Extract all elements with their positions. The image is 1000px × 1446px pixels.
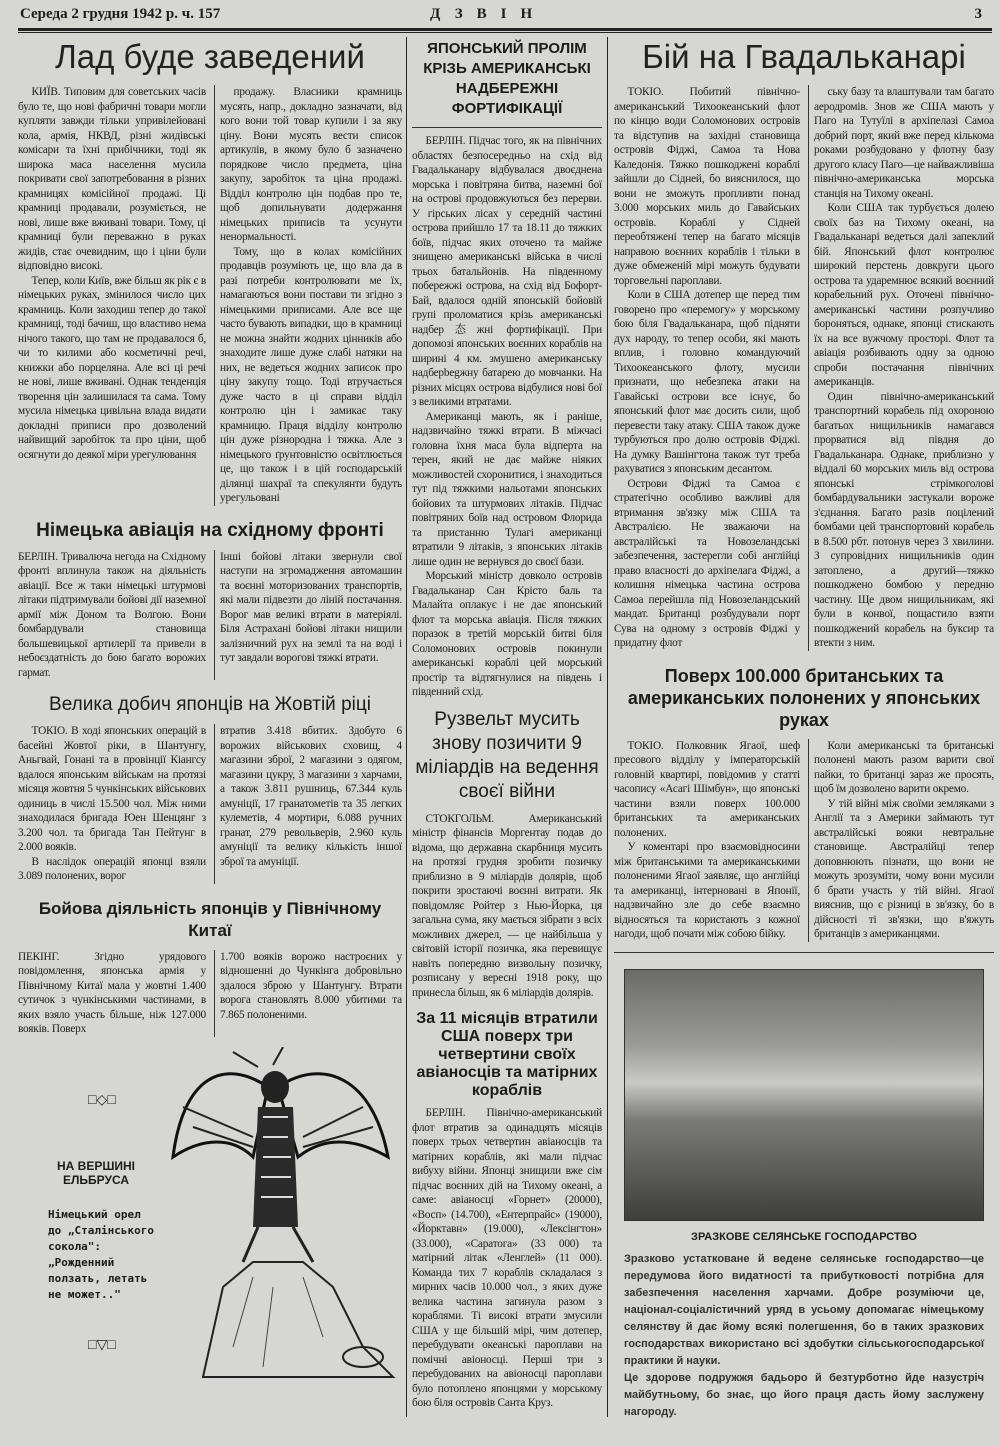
middle-column: [406, 37, 608, 1417]
photo-caption: ЗРАЗКОВЕ СЕЛЯНСЬКЕ ГОСПОДАРСТВО: [691, 1230, 917, 1243]
right-column: [608, 37, 994, 1421]
cartoon-title: НА ВЕРШИНІ ЕЛЬБРУСА: [56, 1158, 136, 1187]
paragraph: БЕРЛІН. Підчас того, як на північних областях безпосередньо на схід від Гвадальканару відбувалася двоєднена морська і повітряна битва, наземні бої на острові продовжуються без перерви. У гірських лісах у середній частині острова прийшло 17 та 18.11 до тяжких боїв, підчас яких оточено та майже знищено американські війська в числі трьох батальйонів. На південному побережжі острова, на схід від Бофорт-Бай, вдалося одній японській бойовій групі проломатися крізь американські надбер态жні фортифікації. При допомозі японських воєнних кораблів на ширині 4 км. змушено американську надберbegжну батарею до мовчанки. На різних місцях острова відбулися нові бої з великими втратами.: [412, 135, 602, 408]
cartoon-caption: Німецький орел до „Сталінського сокола": „Рожденний ползать, летать не может..": [48, 1207, 154, 1301]
headline-north-china: Бойова діяльність японців у Північному Китаї: [38, 898, 382, 940]
paragraph: Коли США так турбується долею своїх баз на Тихому океані, на Гвадальканарі ведеться далі запеклий бій. Японський флот контролює широкий перстень довкруги цього острова та ударемнює всякий воєнний корабельний рух. Оточені північно-американські частини розпучливо бороняться, однаке, японці стискають їх на все вужчому просторі. Флот та авіація розбивають одну за одною спроби постачання північних американців.: [814, 202, 994, 388]
paragraph: Коли в США дотепер ще перед тим говорено про «перемогу» у морському бою біля Гвадальканара, щоб підняти дух народу, то тепер особи, які мають вплив, і головно командуючий Тихоокеанського флоту, мусили признати, що небезпека атаки на Гавайські острови все існує, бо японський флот має досить сили, щоб перевести таку атаку. США також дуже турбуються про долю островів Фіджі. На думку Вашінгтона також тут треба рахуватися з японським десантом.: [614, 289, 800, 475]
paragraph: Коли американські та британські полонені мають разом варити свої пайки, то британці зараз же просять, щоб їм дозволено варити окремо.: [814, 739, 994, 795]
paragraph: КИЇВ. Типовим для советських часів було те, що нові фабричні товари могли купляти завжди тільки упривілейовані кола, армія, НКВД, різні жидівські комісари та їхні прибічники, тоді як широка маса населення мусила покривати свої запотребовання в різних крамницях комісійної продажі. Ці крамниці продавали, розуміється, не нові, лише вже вживані товари. Тому, ці крамниці були переважно в руках жидів, стає очевидним, що і ціни були відповідно високі.: [18, 86, 206, 272]
article-north-china-col1: ПЕКІНГ. Згідно урядового повідомлення, японська армія у Північному Китаї мала у жовтні 1.400 сутичок з чункінськими частинами, в яких взяло участь більше, ніж 127.000 вояків. Поверх: [18, 950, 206, 1035]
paragraph: Морський міністр довколо островів Гвадальканар Сан Крісто баль та Малайта оплакує і не дає японський флот та морська авіація. Після тяжких поразок в третій морській битві біля Соломонових островів покинули американські кораблі цей морський простір та відтягнулися на південь і південний схід.: [412, 570, 602, 698]
issue-date: Середа 2 грудня 1942 р. ч. 157: [20, 6, 221, 22]
article-aviation-col1: БЕРЛІН. Тривалюча негода на Східному фронті вплинула також на діяльність авіації. Все ж таки німецькі штурмові літаки підтримували бойові дії наземної армії між Доном та Волгою. Вони бомбардували становища большевицької артилерії та привели в небоєздатність до бою багато ворожих гармат.: [18, 550, 206, 679]
article-north-china-col2: 1.700 вояків ворожо настроєних у відношенні до Чункінга добровільно здалося зброю у Шантунгу. Втрати ворога становлять 8.000 убитими та 7.865 полоненими.: [214, 950, 402, 1037]
article-aviation-col2: Інші бойові літаки звернули свої наступи на згромадження автомашин та воєнні моторизованих транспортів, які мали підвезти до ліній постачання. Ворог мав великі втрати в матеріялі. Біля Астрахані бойові літаки нищили залізничний рух на землі та на воді і тут завдали ворогові тяжкі втрати.: [214, 550, 402, 681]
page-number: 3: [974, 6, 982, 22]
paper-name: ДЗВІН: [430, 6, 547, 22]
headline-japanese-breakthrough: ЯПОНСЬКИЙ ПРОЛІМ КРІЗЬ АМЕРИКАНСЬКІ НАДБЕРЕЖНІ ФОРТИФІКАЦІЇ: [423, 40, 591, 117]
article-lad-col1: [18, 85, 206, 506]
paragraph: СТОКГОЛЬМ. Американський міністр фінансів Моргентау подав до відома, що державна скарбниця мусить на протязі грудня зробити позичку приблизно в 9 міліардів долярів, щоб покрити зростаючі воєнні витрати. Як повідомляє Ройтер з Нью-Йорка, ця загальна сума, яку мається зібрати з всіх можливих джерел, — це найбільша у світовій історії позичка, яка перевищує навіть попередню визвольну позичку, розписану у вересні 1918 року, що принесла більш, як 6 міліардів долярів.: [412, 812, 602, 999]
paragraph: У коментарі про взаємовідносини між британськими та американськими полоненими Ягаої заявляє, що англійці та американці, інтерновані в Японії, надзвичайно зле до себе взаємно відносяться та користають з кожної нагоди, щоб почати між собою бійку.: [614, 841, 800, 940]
article-prisoners-col1: [614, 739, 800, 942]
paragraph: В наслідок операцій японці взяли 3.089 полонених, ворог: [18, 855, 206, 882]
paragraph: Тепер, коли Київ, вже більш як рік є в німецьких руках, змінилося число цих крамниць. Коли заходиш тепер до такої крамниці, тоді бачиш, що властиво нема нічого такого, що там не продавалося б, чи то килими або косметичні речі, книжки або порцеляна. Але всі ці речі не нові, лише вживані. Однак тенденція творення цін залишилася та сама. Тому мусила німецька цивільна влада видати докладні приписи про дозволений найвищий заробіток та про ціни, щоб осягнути до деякої міри урегулювання: [18, 274, 206, 461]
left-column: [18, 37, 406, 1387]
article-guadalcanal-col2: [808, 85, 994, 651]
article-north-china: [18, 950, 402, 1037]
cartoon-ornament-top: □◇□: [88, 1092, 116, 1108]
farm-interior-photo: [624, 969, 984, 1221]
masthead: [20, 6, 990, 28]
cartoon-ornament-bottom: □▽□: [88, 1337, 116, 1353]
paragraph: Острови Фіджі та Самоа є стратегічно особливо важливі для втримання зв'язку між США та Австралією. Не зважаючи на австралійські та Новозеландські забезпечення, застерегли собі англійці право власності до архіпелага Фіджі, а колишня німецька частина острова Самоа перейшла під Новозеландський мандат. Британці розбудували порт Сува на одному з островів Фіджі у придатну флот: [614, 477, 800, 649]
paragraph: ТОКІО. В ході японських операцій в басейні Жовтої ріки, в Шантунгу, Аньгвай, Гонані та в провінції Кіангсу вдалося японським військам на протязі місяця жовтня 5 чункінських військових одиниць в числі 15.500 чол. Між ними знаходилася бригада Юен Шенцянг з 3.200 чол. та бригада Тан Пейтунг в 2.000 вояків.: [18, 725, 206, 853]
paragraph: Один північно-американський транспортний корабель під охороною багатьох нищильників намагався прорватися від півдня до Гвадальканара. Однаке, приблизно у віддалі 60 морських миль від острова японські стрімкоголові бомбардувальники застукали вороже з'єднання. Багато разів поцілений бомбами цей транспортовий корабель в 8.500 рбт. потонув через 3 хвилини. З супровідних нищильників один затоплено, а другий—тяжко пошкоджено бомбою у передню частину. Ще двом нищильникам, які були в конвої, пощастило взяти пошкоджений корабель на буксир та втекти з ним.: [814, 390, 994, 649]
headline-lad: Лад буде заведений: [55, 38, 365, 75]
headline-prisoners: Поверх 100.000 британських та американських полонених у японських руках: [627, 665, 981, 730]
paragraph: Це здорове подружжя бадьоро й безтурботно йде назустріч майбутньому, бо знає, що його праця дасть йому заслужену нагороду.: [624, 1371, 984, 1418]
article-aviation: [18, 550, 402, 681]
paragraph: Тому, що в колах комісійних продавців розуміють це, що вла да в разі потреби контролювати ме їх, намагаються вони постави ти згідно з німецькими приписами. Але все ще часто бувають випадки, що в крамниці не можна знайти жодних цінників або знаходите лише дуже слабі натяки на них, не ведеться жодних записок про ціну закупу тощо. Тоді втручається дуже часто в ці справи відділ контролю цін і замикає таку крамницю. Праця відділу контролю цін дуже різнородна і тяжка. Але з німецького ґрунтовністю освітлюється це, що також і в цій господарській ділянці шахраї та спекулянти будуть урегульовані: [220, 245, 402, 504]
article-yellow-river-col2: втратив 3.418 вбитих. Здобуто 6 ворожих військових сховищ, 4 магазини зброї, 2 магазини з одягом, магазини цукру, 3 магазини з харчами, а також 3.811 рушниць, 67.344 куль амуніції, 17 гранатометів та 35 легких кулеметів, 4 мортири, 6.088 ручних гранат, 279 револьверів, 2.960 куль амуніції та велику кількість іншої зброї та амуніції.: [214, 724, 402, 884]
headline-roosevelt-loan: Рузвельт мусить знову позичити 9 міліардів на ведення своєї війни: [415, 708, 599, 802]
cartoon: [18, 1047, 402, 1387]
paragraph: Американці мають, як і раніше, надзвичайно тяжкі втрати. В міжчасі головна їхня маса була відперта на терен, який не дає майже ніяких можливостей схоронитися, і знаходиться тут під тяжкими нальотами японських бойових та штурмових літаків. Підчас повітряних боїв над островом Флорида та пристанню Тулагі американці втратили 9 літаків, з японських літаків лише один не вернувся до своєї бази.: [412, 410, 602, 568]
headline-yellow-river: Велика добич японців на Жовтій ріці: [49, 694, 371, 715]
page-columns: [18, 37, 994, 1421]
headline-aviation: Німецька авіація на східному фронті: [36, 519, 384, 541]
eagle-on-mountain-illustration: [163, 1047, 403, 1387]
paragraph: ську базу та влаштували там багато аеродромів. Знов же США мають у Паго на Тутуїлі в архіпелазі Самоа добрий порт, який вже перед кількома роками розбудовано у флотну базу другого класу Паго—це найважливіша північно-американська морська станція на Тихому океані.: [814, 86, 994, 200]
paragraph: У тій війні між своїми земляками з Англії та з Америки займають тут австралійські вояки невтральне становище. Австралійці тепер доповнюють пізнати, що вони не можуть зрозуміти, чому вони мусили б брати участь у тій війні. Ягаої вияснив, що є різниці в зв'язку, бо в дійсності ті зв'язки, що в'яжуть британців з американцями.: [814, 797, 994, 940]
article-guadalcanal: [614, 85, 994, 651]
paragraph: продажу. Власники крамниць мусять, напр., докладно зазначати, від кого вони той товар купили і за яку ціну. Вони мусять вести список артикулів, в якому було б зазначено порядкове число предмета, ціна закупу, заробіток та ціна продажі. Відділ контролю цін подбав про те, щоб допильнувати додержання німецьких приписів та усунути ненормальності.: [220, 86, 402, 243]
headline-guadalcanal: Бій на Гвадальканарі: [642, 38, 966, 75]
article-roosevelt-loan: [412, 812, 602, 1001]
paragraph: ТОКІО. Полковник Ягаої, шеф пресового відділу у імператорській головній квартирі, повідомив у статті часопису «Асагі Шімбун», що японські частини взяли поверх 100.000 британських та американських полонених.: [614, 739, 800, 839]
photo-text: [614, 1251, 994, 1421]
paragraph: БЕРЛІН. Північно-американський флот втратив за одинадцять місяців поверх трьох четвертин авіаносців та матірних кораблів, які мали підчас вибуху війни. Японці знищили вже сім підчас воєнних дій на Тихому океані, а саме: авіаносці «Горнет» (20000), «Восп» (14.700), «Ентерпрайс» (19000), «Йорктавн» (19.000), «Лексінгтон» (33.000), «Саратога» (33 000) та матірний літак «Ленглей» (11 000). Команда тих 7 кораблів складалася з мирних часів 10.000 чол., з яких дуже велика частина загинула разом з кораблями. Ті високі втрати змусили США у ще більшій мірі, чим дотепер, перебудувати океанські пароплави на помічні авіоносці. Перші три з перебудованих на авіоносці пароплави було потоплено японцями у морському бою біля островів Санта Круз.: [412, 1107, 602, 1409]
article-yellow-river: [18, 724, 402, 884]
article-lad: [18, 85, 402, 506]
header-rule: [18, 28, 992, 33]
article-japanese-breakthrough: [412, 134, 602, 700]
article-lad-col2: [214, 85, 402, 506]
article-guadalcanal-col1: [614, 85, 800, 651]
article-prisoners-col2: [808, 739, 994, 942]
paragraph: Зразково устатковане й ведене селянське господарство—це передумова його видатності та прибутковості потрібна для забезпечення населення харчами. Добре розуміючи це, націонал-соціалістичний уряд в усьому допомагає німецькому селянству й дає йому всякі полегшення, бо в таких зразкових господарствах використано всі здобутки сільськогосподарської практики й науки.: [624, 1252, 984, 1367]
article-yellow-river-col1: [18, 724, 206, 884]
article-carriers-lost: [412, 1106, 602, 1411]
headline-carriers-lost: За 11 місяців втратили США поверх три четвертини своїх авіаносців та матірних кораблів: [416, 1010, 598, 1099]
article-prisoners: [614, 739, 994, 942]
paragraph: ТОКІО. Побитий північно-американський Тихоокеанський флот по кінцю води Соломонових островів та відступив на західні становища островів Фіджі, Самоа та Нова Каледонія. Тяжко пошкоджені кораблі зайшли до Сідней, бо вияснилося, що вони не зможуть пропливти понад 3.000 морських миль до Гавайських островів. Кораблі у Сідней переобтяжені тепер на багато місяців направою воєнних кораблів і тільки в дуже обмеженій мірі можуть будувати торговельні пароплави.: [614, 86, 800, 287]
